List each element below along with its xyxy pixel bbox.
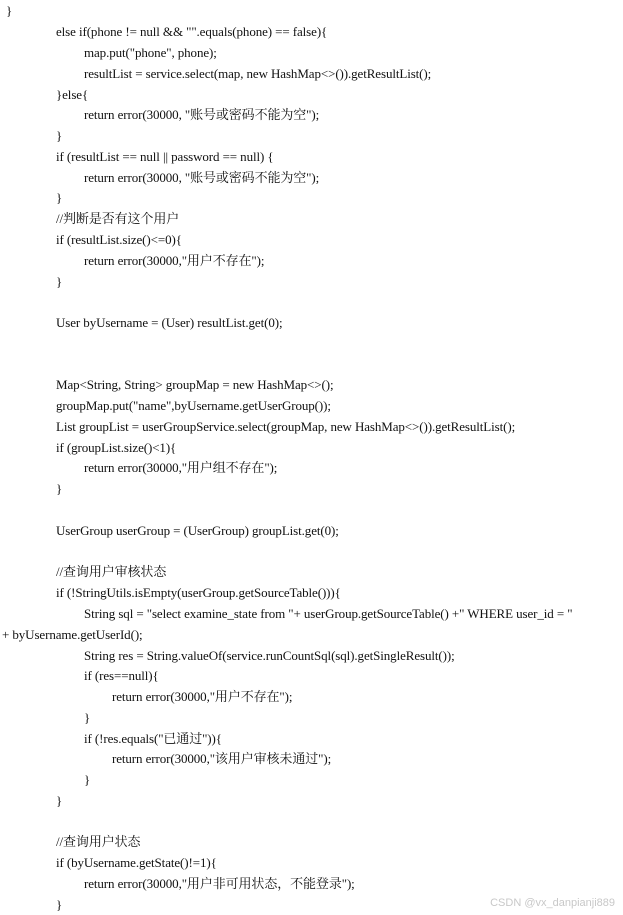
code-line: if (res==null){	[84, 668, 159, 683]
code-line: resultList = service.select(map, new HashMap<>()).getResultList();	[84, 66, 432, 81]
code-line: }	[56, 481, 63, 496]
code-line: if (resultList == null || password == null) {	[56, 149, 274, 164]
code-line: Map<String, String> groupMap = new HashMap<>();	[56, 377, 334, 392]
code-line: }	[6, 3, 13, 18]
code-line: String res = String.valueOf(service.runCountSql(sql).getSingleResult());	[84, 648, 455, 663]
code-line: if (!StringUtils.isEmpty(userGroup.getSourceTable())){	[56, 585, 341, 600]
code-line: }	[56, 128, 63, 143]
code-line: }else{	[56, 87, 89, 102]
code-line: }	[56, 274, 63, 289]
code-line: if (groupList.size()<1){	[56, 440, 177, 455]
code-line: return error(30000,"该用户审核未通过");	[112, 751, 332, 766]
code-line: }	[84, 710, 91, 725]
code-line: return error(30000,"用户组不存在");	[84, 460, 278, 475]
code-line: UserGroup userGroup = (UserGroup) groupList.get(0);	[56, 523, 339, 538]
code-line: return error(30000,"用户非可用状态，不能登录");	[84, 876, 355, 891]
csdn-watermark: CSDN @vx_danpianji889	[490, 897, 615, 909]
code-line: return error(30000, "账号或密码不能为空");	[84, 170, 320, 185]
code-comment: //判断是否有这个用户	[56, 211, 180, 226]
code-line: }	[56, 897, 63, 912]
code-line: List groupList = userGroupService.select(groupMap, new HashMap<>()).getResultList();	[56, 419, 516, 434]
code-line: }	[56, 793, 63, 808]
code-line: return error(30000,"用户不存在");	[84, 253, 265, 268]
code-line: if (byUsername.getState()!=1){	[56, 855, 217, 870]
code-line: groupMap.put("name",byUsername.getUserGroup());	[56, 398, 331, 413]
code-line: if (!res.equals("已通过")){	[84, 731, 222, 746]
code-line: if (resultList.size()<=0){	[56, 232, 182, 247]
code-line: map.put("phone", phone);	[84, 45, 217, 60]
code-line: User byUsername = (User) resultList.get(0);	[56, 315, 283, 330]
code-comment: //查询用户状态	[56, 834, 141, 849]
code-comment: //查询用户审核状态	[56, 564, 167, 579]
code-line: else if(phone != null && "".equals(phone) == false){	[56, 24, 328, 39]
code-line: + byUsername.getUserId();	[2, 627, 143, 642]
code-line: }	[84, 772, 91, 787]
code-line: String sql = "select examine_state from "+ userGroup.getSourceTable() +" WHERE user_id = "	[84, 606, 573, 621]
code-line: return error(30000,"用户不存在");	[112, 689, 293, 704]
code-line: return error(30000, "账号或密码不能为空");	[84, 107, 320, 122]
code-line: }	[56, 190, 63, 205]
